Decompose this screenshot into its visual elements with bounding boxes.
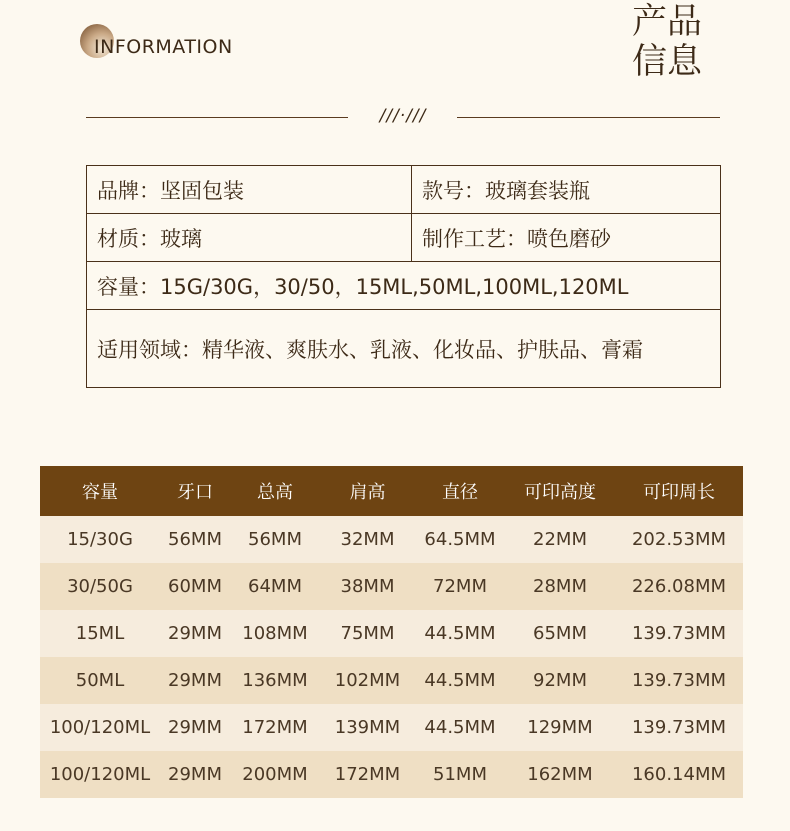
- info-process: 制作工艺：喷色磨砂: [412, 214, 721, 262]
- spec-cell: 139MM: [320, 704, 415, 751]
- spec-cell: 50ML: [40, 657, 160, 704]
- spec-cell: 172MM: [230, 704, 320, 751]
- spec-row: [40, 657, 743, 704]
- spec-cell: 72MM: [415, 563, 505, 610]
- spec-cell: 22MM: [505, 516, 615, 563]
- spec-cell: 136MM: [230, 657, 320, 704]
- spec-cell: 51MM: [415, 751, 505, 798]
- divider-left: [86, 117, 348, 118]
- spec-cell: 139.73MM: [615, 704, 743, 751]
- spec-cell: 108MM: [230, 610, 320, 657]
- spec-row: [40, 704, 743, 751]
- spec-cell: 172MM: [320, 751, 415, 798]
- header-title-en: INFORMATION: [94, 36, 233, 58]
- spec-cell: 139.73MM: [615, 610, 743, 657]
- spec-header-cell: 直径: [415, 466, 505, 516]
- spec-cell: 64.5MM: [415, 516, 505, 563]
- spec-cell: 100/120ML: [40, 751, 160, 798]
- spec-header-cell: 肩高: [320, 466, 415, 516]
- info-material: 材质：玻璃: [87, 214, 412, 262]
- spec-cell: 44.5MM: [415, 704, 505, 751]
- spec-cell: 15ML: [40, 610, 160, 657]
- info-brand: 品牌：坚固包装: [87, 166, 412, 214]
- spec-cell: 28MM: [505, 563, 615, 610]
- info-model: 款号：玻璃套装瓶: [412, 166, 721, 214]
- spec-row: [40, 563, 743, 610]
- spec-cell: 102MM: [320, 657, 415, 704]
- spec-cell: 92MM: [505, 657, 615, 704]
- spec-header-cell: 可印高度: [505, 466, 615, 516]
- spec-cell: 29MM: [160, 751, 230, 798]
- spec-header-cell: 可印周长: [615, 466, 743, 516]
- spec-cell: 202.53MM: [615, 516, 743, 563]
- spec-cell: 75MM: [320, 610, 415, 657]
- spec-header-cell: 牙口: [160, 466, 230, 516]
- spec-cell: 56MM: [230, 516, 320, 563]
- header-title-cn: 产品信息: [632, 2, 703, 82]
- spec-header-row: [40, 466, 743, 516]
- spec-cell: 38MM: [320, 563, 415, 610]
- spec-cell: 44.5MM: [415, 657, 505, 704]
- spec-cell: 29MM: [160, 657, 230, 704]
- spec-cell: 100/120ML: [40, 704, 160, 751]
- spec-table: [40, 466, 743, 798]
- info-row: [87, 310, 721, 388]
- spec-row: [40, 610, 743, 657]
- spec-cell: 226.08MM: [615, 563, 743, 610]
- spec-cell: 30/50G: [40, 563, 160, 610]
- spec-cell: 162MM: [505, 751, 615, 798]
- spec-header-cell: 总高: [230, 466, 320, 516]
- spec-cell: 200MM: [230, 751, 320, 798]
- spec-cell: 160.14MM: [615, 751, 743, 798]
- spec-cell: 129MM: [505, 704, 615, 751]
- spec-cell: 29MM: [160, 610, 230, 657]
- spec-row: [40, 516, 743, 563]
- divider-right: [457, 117, 720, 118]
- spec-row: [40, 751, 743, 798]
- info-usage: 适用领域：精华液、爽肤水、乳液、化妆品、护肤品、膏霜: [87, 310, 721, 388]
- info-row: [87, 214, 721, 262]
- spec-cell: 64MM: [230, 563, 320, 610]
- spec-cell: 65MM: [505, 610, 615, 657]
- spec-cell: 32MM: [320, 516, 415, 563]
- spec-cell: 15/30G: [40, 516, 160, 563]
- spec-cell: 44.5MM: [415, 610, 505, 657]
- spec-cell: 29MM: [160, 704, 230, 751]
- spec-cell: 139.73MM: [615, 657, 743, 704]
- spec-cell: 60MM: [160, 563, 230, 610]
- info-row: [87, 262, 721, 310]
- divider-mark: ///·///: [379, 106, 427, 126]
- spec-cell: 56MM: [160, 516, 230, 563]
- info-capacity: 容量：15G/30G，30/50，15ML,50ML,100ML,120ML: [87, 262, 721, 310]
- spec-header-cell: 容量: [40, 466, 160, 516]
- info-row: [87, 166, 721, 214]
- info-table: [86, 165, 721, 388]
